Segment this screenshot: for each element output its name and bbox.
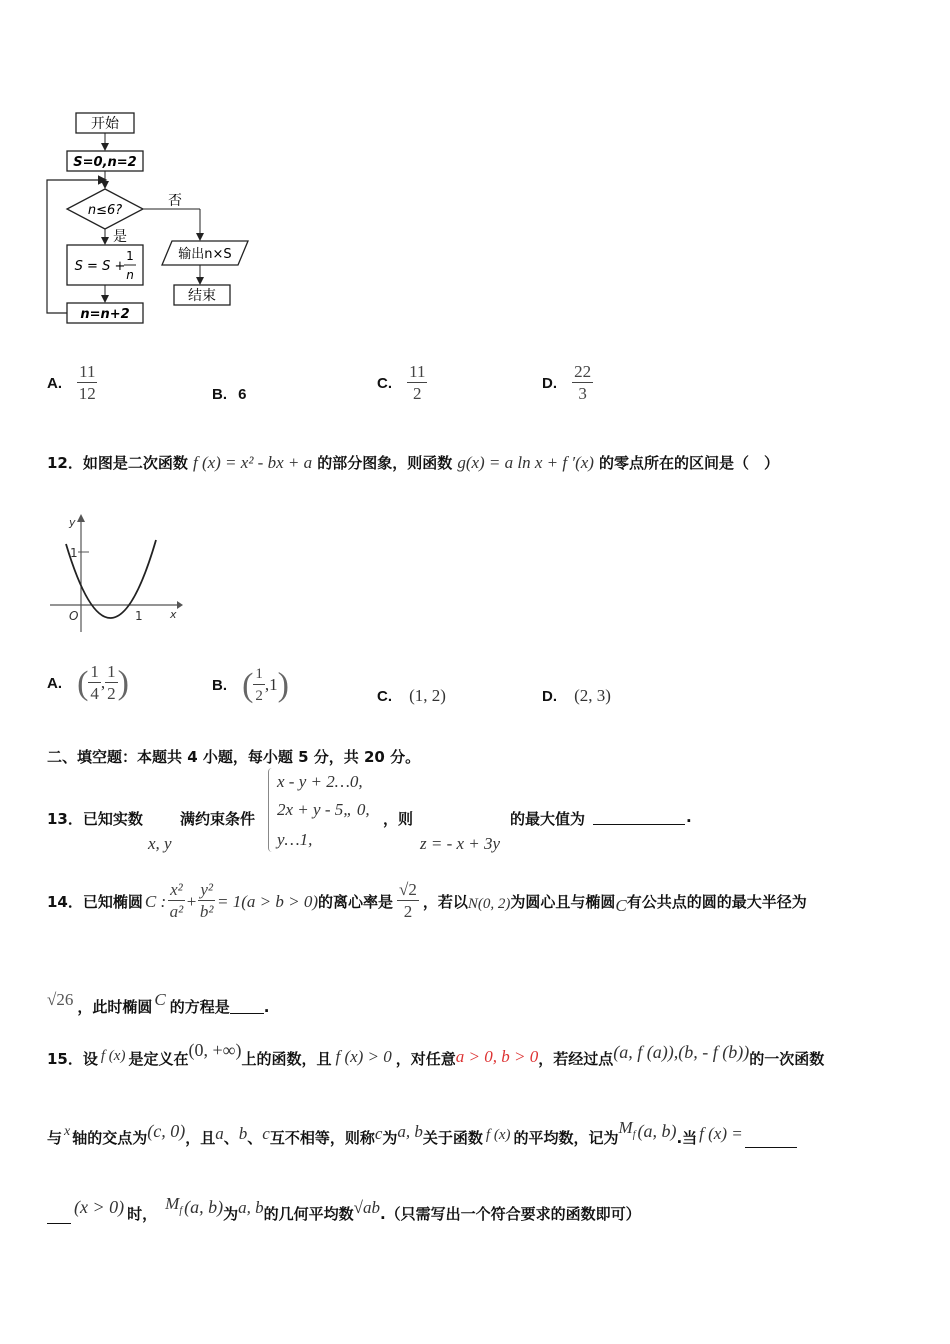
q12-option-c[interactable] — [377, 686, 446, 706]
q11-option-c-letter: C. — [377, 375, 392, 392]
q11-option-d-letter: D. — [542, 375, 557, 392]
q11-option-d-frac: $\frac{22}{3}$ — [574, 362, 592, 403]
q14-e-frac: $\frac{√2}{2}$ — [399, 880, 417, 921]
q14-radius: √26 — [47, 989, 74, 1009]
q12-graph-tick-y1: 1 — [70, 546, 78, 560]
flow-update-den: n — [126, 268, 134, 282]
q12-option-a-letter: A. — [47, 675, 62, 692]
q15-l2f: 关于函数 — [422, 1129, 483, 1148]
q12-option-d-value: (2, 3) — [574, 686, 611, 705]
q14-c2: C — [154, 989, 166, 1009]
q14-line2 — [47, 982, 269, 1017]
q15-answer-blank-2[interactable] — [47, 1205, 71, 1224]
q13-brace — [268, 768, 272, 852]
q12-option-b-frac: $\frac{1}{2}$ — [255, 666, 263, 704]
q13-vars: x, y — [148, 834, 172, 853]
q12-option-a[interactable]: A. ( $\frac{1}{4}$ , $\frac{1}{2}$ ) — [47, 662, 129, 703]
q15-l3b: 为 — [223, 1205, 239, 1224]
q15-points: (a, f (a)),(b, - f (b)) — [613, 1042, 750, 1062]
q11-option-a-letter: A. — [47, 375, 62, 392]
q15-mab2: (a, b) — [184, 1197, 224, 1218]
q15-l2b: 轴的交点为 — [72, 1129, 148, 1148]
q13-tail: 的最大值为 — [510, 810, 586, 828]
q12-text-mid: 的部分图象，则函数 — [317, 454, 453, 472]
q11-option-c[interactable] — [377, 362, 427, 405]
q15-line1 — [47, 1040, 824, 1069]
q11-option-b-value: 6 — [238, 386, 247, 403]
q14-ellipse-prefix: C : — [144, 891, 167, 911]
q15-line2 — [47, 1118, 797, 1148]
q13-constraint-3: y…1, — [277, 830, 313, 849]
flowchart — [40, 105, 270, 345]
q14-eq: = 1(a > b > 0) — [217, 891, 319, 911]
q14-ecc-text: 的离心率是 — [318, 893, 394, 911]
q12-option-c-value: (1, 2) — [409, 686, 446, 705]
q11-option-d[interactable] — [542, 362, 593, 405]
section-2-heading: 二、填空题：本题共 4 小题，每小题 5 分，共 20 分。 — [47, 748, 421, 766]
q14-tail3: 的方程是 — [169, 998, 230, 1016]
q15-sep1: 、 — [223, 1129, 239, 1148]
flow-update-num: 1 — [126, 249, 134, 263]
q14-point: N(0, 2) — [467, 896, 511, 912]
q15-pos: f (x) > 0 — [335, 1047, 392, 1066]
q15-l2e: 为 — [382, 1129, 398, 1148]
q15-l2a: 与 — [47, 1129, 63, 1148]
q14-plus: + — [186, 891, 197, 911]
q11-option-a-frac: $\frac{11}{12}$ — [78, 362, 96, 403]
q12-option-b-letter: B. — [212, 677, 227, 694]
q14-x-frac: $\frac{\text{x²}}{\text{a²}}$ — [169, 880, 184, 921]
q13-constraint-2: 2x + y - 5„ 0, — [277, 800, 370, 819]
flow-cond-text: n≤6? — [87, 203, 123, 218]
q15-l2d: 互不相等，则称 — [269, 1129, 375, 1148]
q15-fx-eq: f (x) = — [699, 1124, 743, 1144]
q12-option-d[interactable] — [542, 686, 611, 706]
q12-option-b[interactable]: B. ( $\frac{1}{2}$ ,1) — [212, 664, 289, 707]
q13-lead: 13．已知实数 — [47, 810, 143, 828]
flow-yes-label: 是 — [113, 229, 127, 245]
q11-option-b[interactable] — [212, 384, 246, 403]
q15-l2h: .当 — [676, 1129, 698, 1148]
q13-cond-label: 满约束条件 — [180, 810, 256, 828]
q15-c2: c — [374, 1124, 383, 1144]
q15-c: c — [262, 1124, 270, 1144]
q15-x: x — [64, 1124, 71, 1140]
q11-option-c-frac: $\frac{11}{2}$ — [409, 362, 426, 403]
q14-answer-blank[interactable] — [230, 997, 264, 1014]
q13-answer-blank[interactable] — [593, 807, 685, 825]
q15-domain: (0, +∞) — [188, 1040, 242, 1060]
q15-ab2: a, b — [238, 1198, 264, 1218]
q12-graph-tick-x1: 1 — [135, 609, 143, 623]
q15-answer-blank-1[interactable] — [745, 1129, 797, 1148]
q15-l1b: 上的函数，且 — [241, 1050, 332, 1068]
q15-l3c: 的几何平均数 — [263, 1205, 354, 1224]
flow-update-text: S = S + — [74, 259, 126, 274]
q15-mf: $M_f$ — [618, 1118, 636, 1141]
q14-mid: ，若以 — [422, 893, 468, 911]
q13-then: ，则 — [383, 810, 414, 828]
q15-c0: (c, 0) — [147, 1121, 186, 1142]
q14-tail1: 有公共点的圆的最大半径为 — [626, 893, 807, 911]
q12-graph-origin: O — [69, 609, 79, 623]
q15-l1e: 的一次函数 — [749, 1050, 825, 1068]
q15-lead: 15．设 — [47, 1050, 98, 1068]
q13-z-expr: z = - x + 3y — [420, 834, 501, 853]
q14-end: . — [263, 997, 270, 1016]
q12-option-a-frac1: $\frac{1}{4}$ — [90, 662, 99, 703]
q15-fx2: f (x) — [485, 1127, 511, 1144]
q14-c: C — [615, 895, 627, 915]
q12-option-b-tail: ,1 — [264, 675, 278, 694]
q12-stem — [47, 452, 779, 473]
q15-b: b — [238, 1124, 248, 1144]
q15-cond: a > 0, b > 0 — [455, 1047, 539, 1066]
q15-mf2: $M_f$ — [165, 1194, 183, 1217]
flow-output-text: 输出n×S — [178, 247, 232, 262]
flow-init-text: S=0,n=2 — [73, 155, 137, 170]
q12-f-expr: f (x) = x² - bx + a — [192, 453, 313, 472]
q15-line3 — [47, 1194, 641, 1224]
q13-end: . — [686, 808, 692, 826]
q12-option-c-letter: C. — [377, 688, 392, 705]
flow-end-text: 结束 — [188, 288, 216, 304]
q12-text-lead: 12．如图是二次函数 — [47, 454, 188, 472]
q15-l1c: ，对任意 — [395, 1050, 456, 1068]
q12-graph — [45, 510, 185, 635]
flow-increment-text: n=n+2 — [80, 307, 130, 322]
q15-l2c: ，且 — [185, 1129, 216, 1148]
q15-l1a: 是定义在 — [128, 1050, 189, 1068]
q11-option-a[interactable] — [47, 362, 97, 405]
q14-lead: 14．已知椭圆 — [47, 893, 143, 911]
q15-sep2: 、 — [247, 1129, 263, 1148]
q15-a: a — [215, 1124, 224, 1144]
q15-sqrt-ab: √ab — [353, 1198, 380, 1218]
q14-tail2: ，此时椭圆 — [77, 998, 153, 1016]
q12-g-expr: g(x) = a ln x + f ′(x) — [457, 453, 594, 472]
q15-fx: f (x) — [100, 1048, 126, 1064]
q12-graph-y-label: y — [69, 516, 76, 529]
q15-l2g: 的平均数，记为 — [513, 1129, 619, 1148]
q15-l3a: 时， — [127, 1205, 158, 1224]
q13-constraint-1: x - y + 2…0, — [277, 772, 363, 791]
flow-no-label: 否 — [168, 193, 182, 209]
q15-l1d: ，若经过点 — [538, 1050, 614, 1068]
q14-y-frac: $\frac{\text{y²}}{\text{b²}}$ — [199, 880, 214, 921]
q15-mab: (a, b) — [637, 1121, 677, 1142]
q15-l3d: .（只需写出一个符合要求的函数即可） — [379, 1205, 641, 1224]
q12-graph-x-label: x — [170, 608, 177, 621]
q14-mid2: 为圆心且与椭圆 — [510, 893, 616, 911]
q12-text-tail: 的零点所在的区间是（ ） — [599, 454, 780, 472]
q15-ab: a, b — [397, 1122, 423, 1142]
q12-option-d-letter: D. — [542, 688, 557, 705]
q12-option-a-frac2: $\frac{1}{2}$ — [107, 662, 116, 703]
flow-start-text: 开始 — [91, 116, 119, 132]
q14-line1 — [47, 880, 807, 923]
q15-xpos: (x > 0) — [74, 1197, 125, 1218]
q11-option-b-letter: B. — [212, 386, 227, 403]
